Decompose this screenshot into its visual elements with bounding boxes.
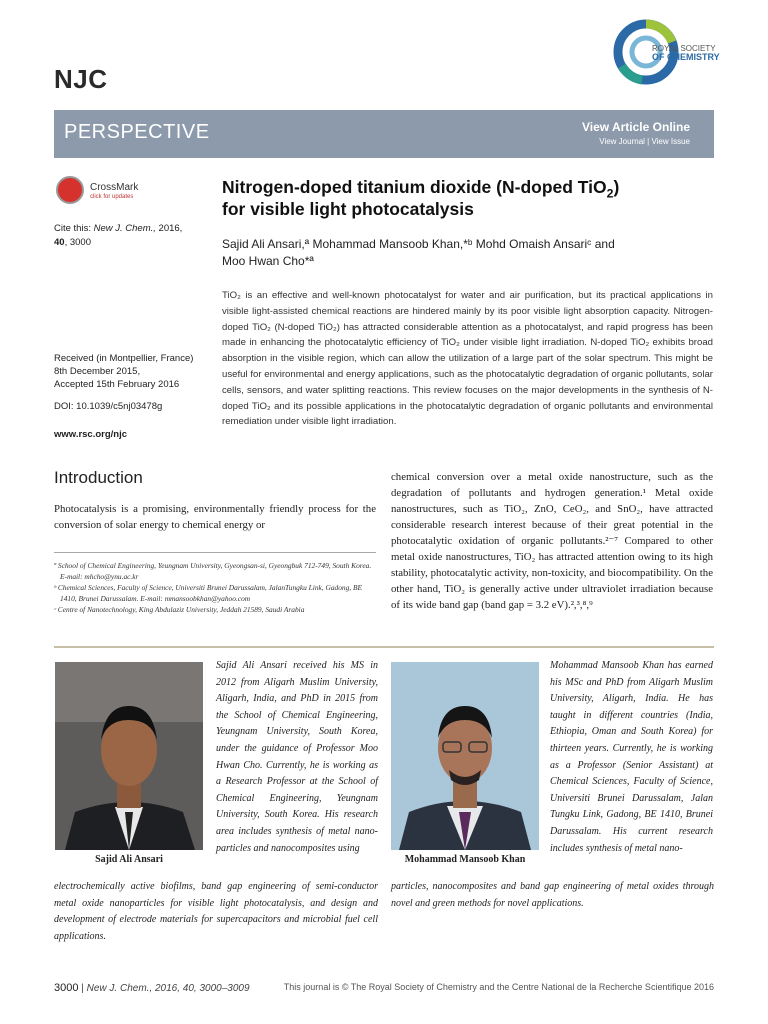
introduction-text-left: Photocatalysis is a promising, environmentally friendly process for the conversion of solar energy to chemical energy or [54,503,376,531]
crossmark-label: CrossMark [90,182,139,193]
authors-line2: Moo Hwan Cho*ª [222,254,314,268]
biography-khan-top: Mohammad Mansoob Khan has earned his MSc and PhD from Aligarh Muslim University, Aligarh, India. He has taught in different countries (India, Ethiopia, Oman and South Korea) for thirteen years. Currently, he is working as a Professor (Senior Assistant) at Chemical Sciences, Faculty of Science, Universiti Brunei Darussalam, Jalan Tungku Link, Gadong, BE 1410, Brunei Darussalam. His current research includes synthesis of metal nano- [550,660,713,854]
footer-journal-citation: New J. Chem., 2016, 40, 3000–3009 [86,983,250,994]
view-links: View Journal | View Issue [599,137,690,146]
author-photo-khan [391,662,539,850]
footer-copyright: This journal is © The Royal Society of Chemistry and the Centre National de la Recherche Scientifique 2016 [283,982,714,992]
biography-sajid-top: Sajid Ali Ansari received his MS in 2012 from Aligarh Muslim University, Aligarh, India, and PhD in 2015 from the School of Chemical Engineering, Yeungnam University, South Korea, under the guidance of Professor Moo Hwan Cho. Currently, he is working as a Research Professor at the School of Chemical Engineering, Yeungnam University, South Korea. His research area includes synthesis of metal nano-particles and nanocomposites using [216,660,378,854]
introduction-heading: Introduction [54,468,143,487]
affiliation-b: ᵇ Chemical Sciences, Faculty of Science, Universiti Brunei Darussalam, JalanTungku Link, Gadong, BE 1410, Brunei Darussalam. E-mail: mmansoobkhan@yahoo.com [54,583,363,603]
affiliation-c: ᶜ Centre of Nanotechnology, King Abdulaziz University, Jeddah 21589, Saudi Arabia [54,605,305,614]
section-banner [54,110,714,158]
authors [222,236,702,270]
cite-prefix: Cite this: [54,223,91,234]
crossmark-sub: click for updates [90,194,134,200]
author-caption-sajid: Sajid Ali Ansari [95,854,163,865]
title-sub: 2 [606,186,614,201]
footer-citation: 3000 | New J. Chem., 2016, 40, 3000–3009 [54,982,250,994]
view-journal-link[interactable]: View Journal [599,137,645,146]
article-title [222,176,702,220]
accepted-date: Accepted 15th February 2016 [54,379,180,390]
affiliations [54,560,376,615]
crossmark-icon [56,176,84,204]
cite-journal: New J. Chem., [93,223,156,234]
affiliation-a: ª School of Chemical Engineering, Yeungnam University, Gyeongsan-si, Gyeongbuk 712-749, South Korea. E-mail: mhcho@ynu.ac.kr [54,561,372,581]
section-label: PERSPECTIVE [64,121,210,143]
view-issue-link[interactable]: View Issue [651,137,690,146]
crossmark-badge[interactable] [56,176,166,210]
biography-divider [54,646,714,648]
page-number: 3000 [54,982,79,994]
journal-name: NJC [54,64,108,94]
received-label: Received (in Montpellier, France) [54,353,194,364]
cite-page: , 3000 [64,237,91,248]
author-photo-sajid [55,662,203,850]
author-caption-khan: Mohammad Mansoob Khan [404,854,526,865]
title-part1: Nitrogen-doped titanium dioxide (N-doped TiO [222,177,607,197]
abstract: TiO₂ is an effective and well-known photocatalyst for water and air purification, but its practical applications in visible light-assisted chemical reactions are hindered mainly by its poor visible light absorption capacity. Nitrogen-doped TiO₂ (N-doped TiO₂) has attracted considerable attention as a photocatalyst, and rapid progress has been made in enhancing the photocatalytic efficiency of TiO₂ under visible light irradiation. N-doped TiO₂ exhibits broad absorption in the visible region, which can allow the utilization of a large part of the solar spectrum. This might be useful for environmental and energy applications, such as the photocatalytic degradation of organic pollutants, solar cells, sensors, and water splitting reactions. This review focuses on the major developments in the synthesis of N-doped TiO₂ and its possible applications in the photocatalytic degradation of organic pollutants and environmental remediation under visible light irradiation. [222,290,713,428]
authors-line1: Sajid Ali Ansari,ª Mohammad Mansoob Khan,*ᵇ Mohd Omaish Ansariᶜ and [222,237,615,251]
affiliations-divider [54,552,376,553]
biography-sajid-bottom: electrochemically active biofilms, band gap engineering of semi-conductor metal oxide nanoparticles for visible light photocatalysis, and design and development of electrode materials for supercapacitors and microbial fuel cell applications. [54,881,378,942]
cite-this [54,222,214,250]
received-date: 8th December 2015, [54,366,141,377]
publisher-name [652,44,720,62]
received-dates [54,352,214,391]
title-line2: for visible light photocatalysis [222,199,474,219]
publisher-line2: OF CHEMISTRY [652,52,720,62]
journal-url[interactable]: www.rsc.org/njc [54,429,128,440]
title-part2: ) [613,177,620,197]
introduction-text-right: chemical conversion over a metal oxide nanostructure, such as the degradation of pollutants and hydrogen generation.¹ Metal oxide nanostructures, such as TiO₂, ZnO, CeO₂, and SnO₂, have attracted considerable research interest because of their great potential in the photocatalytic oxidation of organic pollutants.²⁻⁷ Compared to other metal oxide nanostructures, TiO₂ has attracted attention owing to its high stability, photocatalytic activity, non-toxicity, and biocompatibility. On the other hand, TiO₂ is generally active under ultraviolet irradiation because of its wide band gap (band gap = 3.2 eV).²,³,⁸,⁹ [391,471,713,611]
cite-year: 2016, [158,223,183,234]
publisher-line1: ROYAL SOCIETY [652,44,716,53]
view-article-online-link[interactable]: View Article Online [581,120,690,134]
doi[interactable]: DOI: 10.1039/c5nj03478g [54,401,163,412]
biography-khan-bottom: particles, nanocomposites and band gap engineering of metal oxides through novel and green methods for novel applications. [391,881,714,909]
cite-volume: 40 [54,237,65,248]
